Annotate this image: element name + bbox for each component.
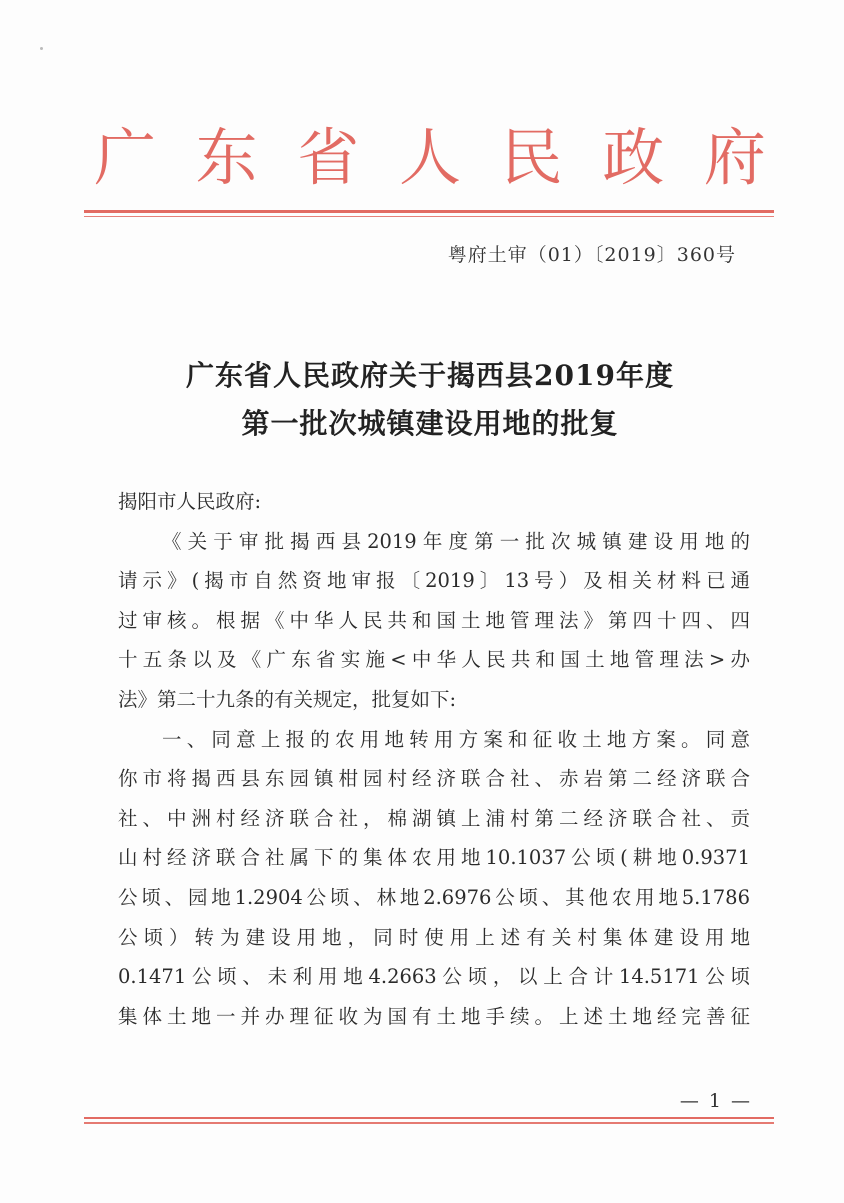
header-char: 政 <box>602 121 665 194</box>
body-line: 山村经济联合社属下的集体农用地10.1037公顷(耕地0.9371 <box>118 846 750 870</box>
document-number: 粤府土审（01）〔2019〕360号 <box>447 244 736 266</box>
body-line: 社、中洲村经济联合社，棉湖镇上浦村第二经济联合社、贡 <box>118 806 750 830</box>
body-line: 公顷、园地1.2904公顷、林地2.6976公顷、其他农用地5.1786 <box>118 885 750 909</box>
body-line: 法》第二十九条的有关规定，批复如下: <box>118 687 457 711</box>
body-line: 《关于审批揭西县2019年度第一批次城镇建设用地的 <box>162 529 750 553</box>
body-line: 过审核。根据《中华人民共和国土地管理法》第四十四、四 <box>118 608 750 632</box>
body-line: 请示》(揭市自然资地审报〔2019〕13号）及相关材料已通 <box>118 569 750 593</box>
footer-red-rule-lower <box>84 1122 774 1124</box>
header-char: 民 <box>500 121 563 194</box>
body-line: 0.1471公顷、未利用地4.2663公顷，以上合计14.5171公顷 <box>118 965 750 989</box>
header-char: 省 <box>297 121 360 194</box>
body-line: 公顷）转为建设用地，同时使用上述有关村集体建设用地 <box>118 925 750 949</box>
scan-speck <box>40 47 43 50</box>
body-line: 你市将揭西县东园镇柑园村经济联合社、赤岩第二经济联合 <box>118 767 750 791</box>
body-line: 一、同意上报的农用地转用方案和征收土地方案。同意 <box>162 727 750 751</box>
header-char: 广 <box>93 121 156 194</box>
document-title-line-2: 第一批次城镇建设用地的批复 <box>241 407 619 440</box>
document-title <box>85 352 775 448</box>
document-body <box>118 482 750 1036</box>
body-line: 集体土地一并办理征收为国有土地手续。上述土地经完善征 <box>118 1004 750 1028</box>
footer-red-rule <box>84 1117 774 1119</box>
document-title-line-1: 广东省人民政府关于揭西县2019年度 <box>186 359 674 392</box>
salutation: 揭阳市人民政府: <box>118 490 262 513</box>
header-char: 府 <box>703 121 766 194</box>
body-line: 十五条以及《广东省实施<中华人民共和国土地管理法>办 <box>118 648 750 672</box>
header-red-rule-thin <box>84 216 774 217</box>
page-number: — 1 — <box>679 1090 752 1112</box>
header-red-rule <box>84 210 774 213</box>
header-char: 人 <box>398 121 461 194</box>
header-char: 东 <box>195 121 258 194</box>
issuing-authority-header <box>85 118 775 198</box>
